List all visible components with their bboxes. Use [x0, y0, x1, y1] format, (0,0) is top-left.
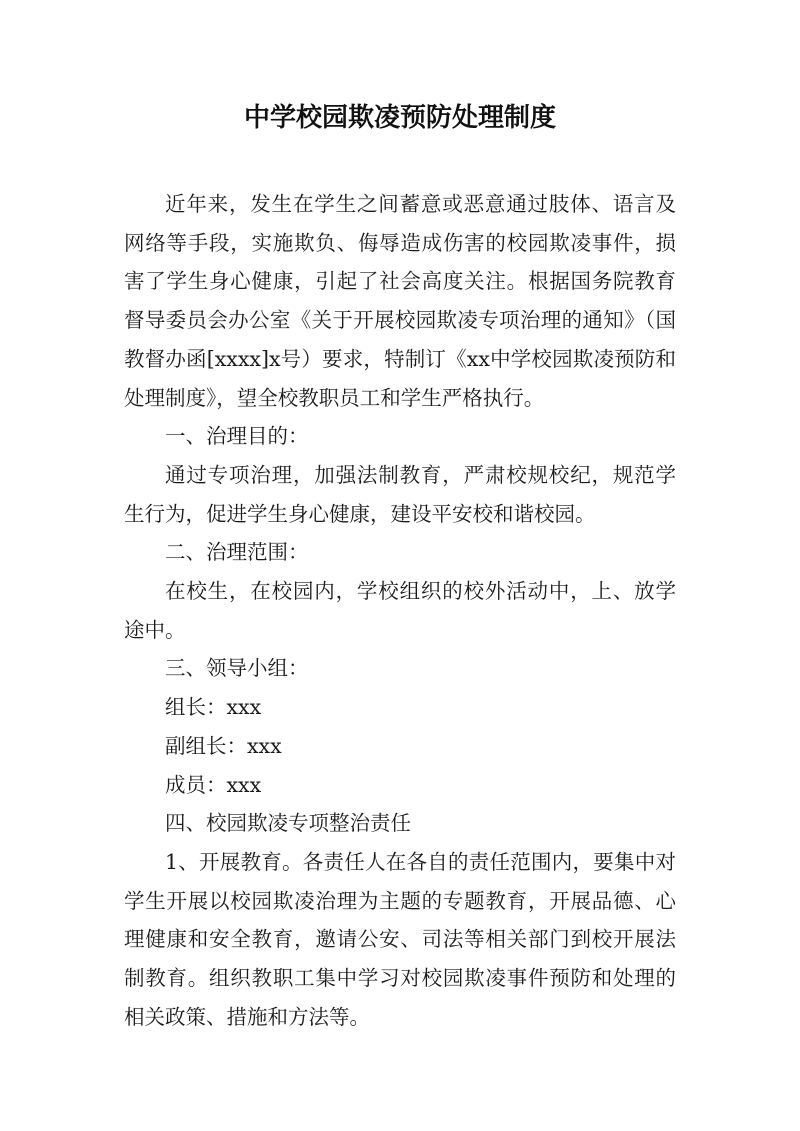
education-paragraph: 1、开展教育。各责任人在各自的责任范围内，要集中对学生开展以校园欺凌治理为主题的专题教育，开展品德、心理健康和安全教育，邀请公安、司法等相关部门到校开展法制教育。组织教职工集中学习对校园欺凌事件预防和处理的相关政策、措施和方法等。 [124, 849, 676, 1029]
scope-paragraph: 在校生，在校园内，学校组织的校外活动中，上、放学途中。 [124, 579, 676, 642]
intro-paragraph: 近年来，发生在学生之间蓄意或恶意通过肢体、语言及网络等手段，实施欺负、侮辱造成伤害的校园欺凌事件，损害了学生身心健康，引起了社会高度关注。根据国务院教育督导委员会办公室《关于开展校园欺凌专项治理的通知》（国教督办函[xxxx]x号）要求，特制订《xx中学校园欺凌预防和处理制度》，望全校教职员工和学生严格执行。 [124, 192, 676, 410]
document-body [124, 185, 676, 1036]
deputy-leader-line: 副组长：xxx [165, 733, 282, 758]
purpose-paragraph: 通过专项治理，加强法制教育，严肃校规校纪，规范学生行为，促进学生身心健康，建设平安校和谐校园。 [124, 462, 676, 526]
leader-line: 组长：xxx [165, 695, 262, 720]
section-heading-responsibility: 四、校园欺凌专项整治责任 [165, 811, 411, 836]
section-heading-purpose: 一、治理目的： [165, 424, 309, 449]
section-heading-scope: 二、治理范围： [165, 540, 309, 565]
section-heading-leadership: 三、领导小组： [165, 656, 309, 681]
document-title: 中学校园欺凌预防处理制度 [243, 103, 556, 133]
members-line: 成员：xxx [165, 772, 262, 797]
